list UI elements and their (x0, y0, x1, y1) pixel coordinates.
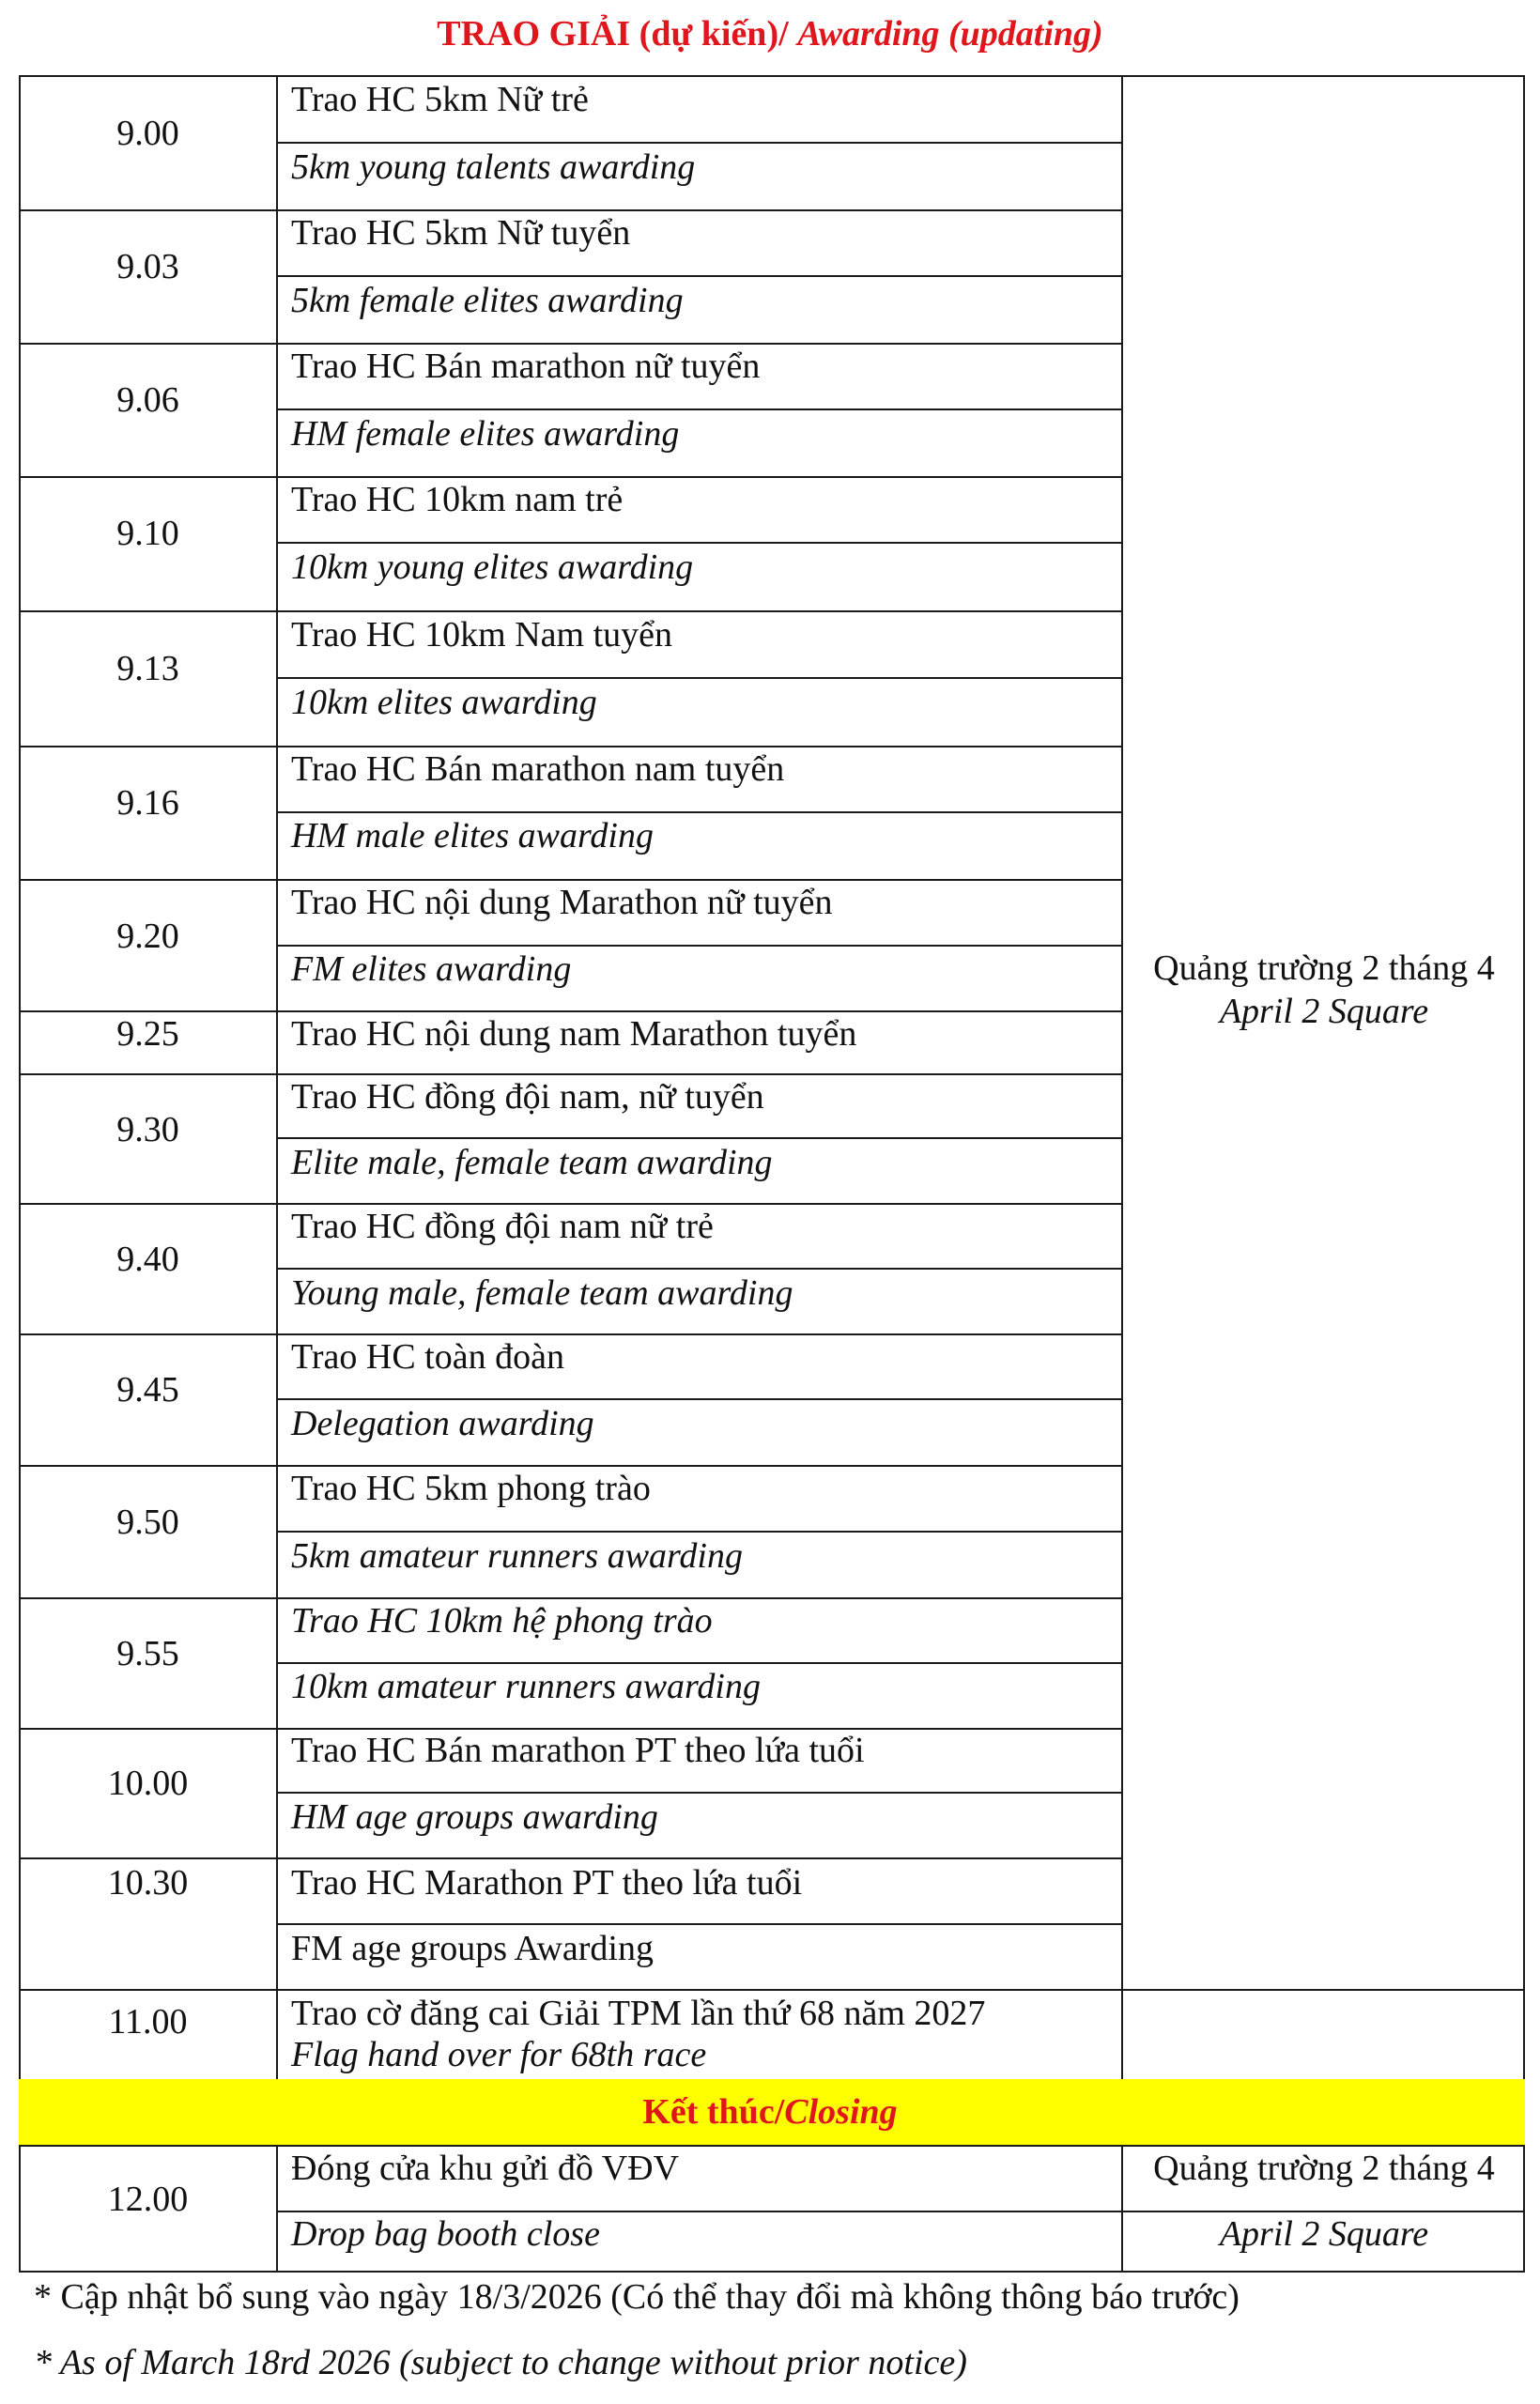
event-label-en: HM female elites awarding (291, 414, 680, 454)
event-label-vi: Trao HC Marathon PT theo lứa tuổi (291, 1863, 803, 1903)
venue-en: April 2 Square (1219, 992, 1429, 1031)
time-cell: 9.30 (116, 1110, 179, 1149)
row-separator (19, 610, 1123, 612)
row-separator (19, 879, 1123, 881)
event-label-vi: Trao HC nội dung Marathon nữ tuyển (291, 883, 833, 922)
inner-separator (276, 1137, 1123, 1139)
row-separator (19, 1203, 1123, 1205)
time-cell: 10.00 (107, 1764, 189, 1803)
title-main: TRAO GIẢI (dự kiến)/ (437, 14, 789, 54)
row-separator (19, 1989, 1525, 1991)
event-label-en: HM male elites awarding (291, 816, 654, 855)
event-label-vi: Trao HC Bán marathon PT theo lứa tuổi (291, 1731, 865, 1770)
inner-separator (276, 677, 1123, 679)
event-label-vi: Trao HC Bán marathon nam tuyển (291, 749, 785, 789)
event-label-vi: Trao HC 5km Nữ tuyển (291, 213, 631, 253)
footnote-vi: * Cập nhật bổ sung vào ngày 18/3/2026 (Có thể thay đổi mà không thông báo trước) (34, 2277, 1240, 2317)
row-separator (19, 476, 1123, 478)
inner-separator (276, 1398, 1123, 1400)
closing-en: Closing (784, 2092, 898, 2132)
inner-separator (276, 1268, 1123, 1270)
time-cell: 9.40 (116, 1240, 179, 1279)
inner-separator (276, 542, 1123, 544)
row-separator (19, 1857, 1123, 1859)
event-label-en: Delegation awarding (291, 1404, 594, 1443)
time-cell: 12.00 (107, 2180, 189, 2219)
event-label-en: Young male, female team awarding (291, 1273, 793, 1313)
time-cell: 9.50 (116, 1502, 179, 1542)
table-border-bottom (19, 2271, 1525, 2273)
inner-separator (276, 811, 1123, 813)
row-separator (19, 1073, 1123, 1075)
venue-en: April 2 Square (1219, 2214, 1429, 2254)
time-cell: 9.16 (116, 783, 179, 823)
event-label-en: 10km amateur runners awarding (291, 1667, 761, 1706)
event-label-vi: Trao HC 10km hệ phong trào (291, 1601, 713, 1641)
time-cell: 9.06 (116, 380, 179, 420)
event-label-en: FM elites awarding (291, 949, 572, 989)
event-label-en: 10km young elites awarding (291, 547, 694, 587)
inner-separator (276, 1792, 1123, 1794)
title-sub: Awarding (updating) (797, 14, 1103, 54)
event-label-en: Flag hand over for 68th race (291, 2035, 707, 2074)
time-cell: 9.00 (116, 114, 179, 153)
row-separator (19, 343, 1123, 345)
venue-vi: Quảng trường 2 tháng 4 (1153, 2149, 1495, 2188)
row-separator (19, 209, 1123, 211)
event-label-vi: Đóng cửa khu gửi đồ VĐV (291, 2149, 680, 2188)
event-label-vi: Trao HC Bán marathon nữ tuyển (291, 347, 761, 386)
row-separator (19, 1333, 1123, 1335)
row-separator (19, 1465, 1123, 1467)
time-cell: 11.00 (108, 2002, 188, 2042)
time-cell: 10.30 (107, 1863, 189, 1903)
row-separator (19, 1010, 1123, 1012)
event-label-en: Elite male, female team awarding (291, 1143, 773, 1182)
event-label-en: 5km young talents awarding (291, 147, 696, 187)
inner-separator (276, 408, 1123, 410)
event-label-vi: Trao HC 10km Nam tuyển (291, 615, 673, 655)
event-label-vi: Trao cờ đăng cai Giải TPM lần thứ 68 năm 2027 (291, 1994, 986, 2033)
time-cell: 9.10 (116, 514, 179, 553)
time-cell: 9.45 (116, 1370, 179, 1410)
event-label-en: Drop bag booth close (291, 2214, 600, 2254)
event-label-en: 5km amateur runners awarding (291, 1536, 743, 1576)
event-label-vi: Trao HC đồng đội nam nữ trẻ (291, 1207, 714, 1246)
inner-separator (276, 1531, 1123, 1533)
event-label-en: 5km female elites awarding (291, 281, 684, 320)
time-cell: 9.25 (116, 1014, 179, 1054)
event-label-vi: Trao HC 5km Nữ trẻ (291, 80, 589, 119)
time-cell: 9.55 (116, 1634, 179, 1673)
inner-separator (276, 1662, 1123, 1664)
time-cell: 9.13 (116, 649, 179, 688)
event-label-en: 10km elites awarding (291, 683, 597, 722)
table-border-right (1523, 75, 1525, 2273)
inner-separator (276, 142, 1123, 144)
closing-title (0, 2079, 1540, 2145)
event-label-vi: Trao HC đồng đội nam, nữ tuyển (291, 1077, 764, 1117)
venue-cell (1123, 947, 1525, 1033)
time-cell: 9.20 (116, 917, 179, 956)
inner-separator (276, 275, 1123, 277)
event-label-vi: Trao HC 5km phong trào (291, 1469, 651, 1508)
inner-separator (276, 1923, 1123, 1925)
event-label-vi: Trao HC 10km nam trẻ (291, 480, 624, 519)
event-label-en: HM age groups awarding (291, 1797, 658, 1837)
table-border-top (19, 75, 1525, 77)
inner-separator (276, 945, 1123, 947)
event-label-vi: Trao HC nội dung nam Marathon tuyển (291, 1014, 857, 1054)
event-label-vi: Trao HC toàn đoàn (291, 1337, 564, 1377)
column-divider-2 (1121, 75, 1123, 2079)
row-separator (19, 1597, 1123, 1599)
row-separator (19, 746, 1123, 747)
event-label-en: FM age groups Awarding (291, 1929, 654, 1968)
venue-vi: Quảng trường 2 tháng 4 (1153, 948, 1495, 988)
footnote-en: * As of March 18rd 2026 (subject to change without prior notice) (34, 2343, 967, 2382)
closing-vi: Kết thúc/ (642, 2092, 785, 2132)
time-cell: 9.03 (116, 247, 179, 286)
